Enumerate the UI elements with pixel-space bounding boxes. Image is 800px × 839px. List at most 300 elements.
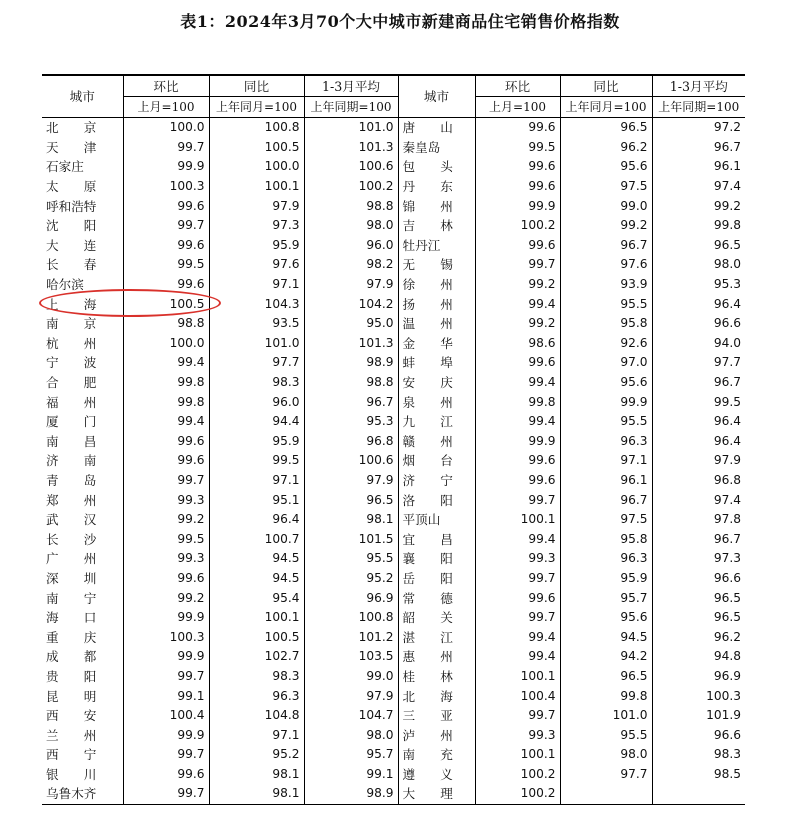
city-name: 泉 州 [398, 392, 475, 412]
mom-value: 100.2 [475, 765, 560, 785]
yoy-value: 99.2 [560, 216, 652, 236]
table-row [42, 353, 745, 373]
mom-value: 99.4 [475, 627, 560, 647]
city-name: 武 汉 [42, 510, 123, 530]
city-name: 北 海 [398, 686, 475, 706]
header-yoy-left: 同比 [209, 75, 304, 97]
price-index-table [42, 74, 745, 805]
city-name: 贵 阳 [42, 667, 123, 687]
mom-value: 99.7 [123, 784, 209, 804]
yoy-value: 97.7 [209, 353, 304, 373]
city-name: 韶 关 [398, 608, 475, 628]
city-name: 呼和浩特 [42, 196, 123, 216]
mom-value: 99.4 [475, 647, 560, 667]
avg-value: 96.5 [713, 610, 741, 625]
avg-value: 100.6 [304, 157, 398, 177]
avg-value: 101.3 [304, 334, 398, 354]
city-name: 深 圳 [42, 569, 123, 589]
yoy-value: 100.1 [209, 177, 304, 197]
yoy-value: 95.5 [560, 725, 652, 745]
city-name: 金 华 [398, 334, 475, 354]
yoy-value: 98.1 [209, 784, 304, 804]
city-name: 南 京 [42, 314, 123, 334]
mom-value: 99.6 [475, 471, 560, 491]
city-name: 秦皇岛 [398, 138, 475, 158]
city-name: 大 理 [398, 784, 475, 804]
mom-value: 99.3 [475, 549, 560, 569]
city-name: 乌鲁木齐 [42, 784, 123, 804]
mom-value: 98.6 [475, 334, 560, 354]
mom-value: 99.8 [475, 392, 560, 412]
mom-value: 99.9 [475, 432, 560, 452]
city-name: 平顶山 [398, 510, 475, 530]
mom-value: 99.2 [123, 510, 209, 530]
avg-value: 99.5 [713, 394, 741, 409]
table-row [42, 608, 745, 628]
mom-value: 99.6 [475, 177, 560, 197]
avg-value: 96.8 [713, 472, 741, 487]
mom-value: 99.6 [475, 353, 560, 373]
subheader-avg-right: 上年同期=100 [652, 97, 745, 118]
city-name: 九 江 [398, 412, 475, 432]
yoy-value: 95.8 [560, 314, 652, 334]
yoy-value: 94.5 [209, 549, 304, 569]
avg-value: 96.2 [713, 629, 741, 644]
city-name: 石家庄 [42, 157, 123, 177]
mom-value: 99.4 [475, 529, 560, 549]
city-name: 海 口 [42, 608, 123, 628]
mom-value: 99.7 [475, 255, 560, 275]
avg-value: 97.9 [304, 686, 398, 706]
city-name: 西 安 [42, 706, 123, 726]
mom-value: 100.1 [475, 510, 560, 530]
table-row [42, 236, 745, 256]
yoy-value: 101.0 [209, 334, 304, 354]
yoy-value: 97.6 [209, 255, 304, 275]
mom-value: 99.6 [475, 236, 560, 256]
mom-value: 99.6 [475, 588, 560, 608]
avg-value: 96.0 [304, 236, 398, 256]
mom-value: 99.1 [123, 686, 209, 706]
yoy-value: 95.5 [560, 412, 652, 432]
mom-value: 99.5 [123, 529, 209, 549]
yoy-value: 96.2 [560, 138, 652, 158]
yoy-value: 96.5 [560, 118, 652, 138]
avg-value: 94.0 [713, 335, 741, 350]
avg-value: 98.2 [304, 255, 398, 275]
city-name: 赣 州 [398, 432, 475, 452]
avg-value: 97.7 [713, 355, 741, 370]
yoy-value: 100.5 [209, 627, 304, 647]
yoy-value: 93.5 [209, 314, 304, 334]
mom-value: 99.9 [475, 196, 560, 216]
city-name: 烟 台 [398, 451, 475, 471]
yoy-value: 92.6 [560, 334, 652, 354]
table-row [42, 138, 745, 158]
city-name: 安 庆 [398, 373, 475, 393]
mom-value: 99.7 [123, 471, 209, 491]
city-name: 扬 州 [398, 294, 475, 314]
mom-value: 100.0 [123, 334, 209, 354]
yoy-value: 98.3 [209, 373, 304, 393]
city-name: 温 州 [398, 314, 475, 334]
yoy-value: 94.2 [560, 647, 652, 667]
yoy-value: 96.5 [560, 667, 652, 687]
table-row [42, 647, 745, 667]
yoy-value: 97.1 [560, 451, 652, 471]
city-name: 天 津 [42, 138, 123, 158]
city-name: 常 德 [398, 588, 475, 608]
header-city-right: 城市 [398, 75, 475, 118]
mom-value: 99.7 [475, 608, 560, 628]
yoy-value: 98.0 [560, 745, 652, 765]
avg-value: 96.6 [713, 316, 741, 331]
watermark [620, 786, 750, 804]
table-row [42, 471, 745, 491]
yoy-value: 94.5 [209, 569, 304, 589]
avg-value: 101.5 [304, 529, 398, 549]
yoy-value: 97.6 [560, 255, 652, 275]
avg-value: 97.9 [304, 471, 398, 491]
city-name: 上 海 [42, 294, 123, 314]
header-avg-left: 1-3月平均 [304, 75, 398, 97]
avg-value: 96.5 [713, 590, 741, 605]
yoy-value: 94.4 [209, 412, 304, 432]
avg-value: 98.9 [304, 353, 398, 373]
yoy-value: 100.5 [209, 138, 304, 158]
mom-value: 99.5 [475, 138, 560, 158]
mom-value: 99.9 [123, 647, 209, 667]
table-row [42, 177, 745, 197]
mom-value: 99.6 [123, 451, 209, 471]
city-name: 青 岛 [42, 471, 123, 491]
city-name: 襄 阳 [398, 549, 475, 569]
city-name: 遵 义 [398, 765, 475, 785]
header-yoy-right: 同比 [560, 75, 652, 97]
yoy-value: 100.0 [209, 157, 304, 177]
city-name: 岳 阳 [398, 569, 475, 589]
yoy-value: 95.8 [560, 529, 652, 549]
mom-value: 99.6 [475, 118, 560, 138]
city-name: 湛 江 [398, 627, 475, 647]
yoy-value: 96.3 [560, 432, 652, 452]
avg-value: 95.3 [304, 412, 398, 432]
yoy-value: 93.9 [560, 275, 652, 295]
yoy-value: 95.7 [560, 588, 652, 608]
table-row [42, 373, 745, 393]
avg-value: 95.7 [304, 745, 398, 765]
avg-value: 99.8 [713, 218, 741, 233]
mom-value: 99.8 [123, 392, 209, 412]
city-name: 桂 林 [398, 667, 475, 687]
table-row [42, 569, 745, 589]
yoy-value: 97.1 [209, 275, 304, 295]
mom-value: 99.4 [475, 294, 560, 314]
city-name: 徐 州 [398, 275, 475, 295]
mom-value: 100.1 [475, 667, 560, 687]
avg-value: 95.2 [304, 569, 398, 589]
avg-value: 95.3 [713, 277, 741, 292]
mom-value: 99.7 [475, 569, 560, 589]
yoy-value: 96.7 [560, 236, 652, 256]
avg-value: 96.5 [304, 490, 398, 510]
yoy-value: 94.5 [560, 627, 652, 647]
city-name: 厦 门 [42, 412, 123, 432]
avg-value: 98.8 [304, 196, 398, 216]
table-row [42, 510, 745, 530]
avg-value: 100.3 [706, 688, 741, 703]
avg-value: 97.3 [713, 551, 741, 566]
avg-value: 96.4 [713, 414, 741, 429]
avg-value: 97.4 [713, 492, 741, 507]
mom-value: 99.7 [123, 216, 209, 236]
avg-value: 96.8 [304, 432, 398, 452]
mom-value: 99.6 [123, 432, 209, 452]
yoy-value: 96.7 [560, 490, 652, 510]
mom-value: 100.0 [123, 118, 209, 138]
table-row [42, 765, 745, 785]
mom-value: 99.2 [123, 588, 209, 608]
avg-value: 98.9 [304, 784, 398, 804]
table-row [42, 412, 745, 432]
mom-value: 100.3 [123, 177, 209, 197]
city-name: 吉 林 [398, 216, 475, 236]
avg-value: 96.7 [304, 392, 398, 412]
yoy-value: 95.6 [560, 373, 652, 393]
yoy-value: 96.0 [209, 392, 304, 412]
city-name: 长 春 [42, 255, 123, 275]
yoy-value: 95.6 [560, 608, 652, 628]
table-title: 表1：2024年3月70个大中城市新建商品住宅销售价格指数 [180, 12, 620, 31]
avg-value: 96.9 [304, 588, 398, 608]
table-row [42, 725, 745, 745]
city-name: 成 都 [42, 647, 123, 667]
header-city-left: 城市 [42, 75, 123, 118]
mom-value: 99.4 [123, 412, 209, 432]
avg-value: 104.2 [304, 294, 398, 314]
avg-value: 96.4 [713, 296, 741, 311]
city-name: 兰 州 [42, 725, 123, 745]
city-name: 洛 阳 [398, 490, 475, 510]
avg-value: 98.5 [713, 766, 741, 781]
mom-value: 99.6 [123, 275, 209, 295]
avg-value: 97.2 [713, 120, 741, 135]
subheader-mom-left: 上月=100 [123, 97, 209, 118]
mom-value: 99.2 [475, 275, 560, 295]
city-name: 三 亚 [398, 706, 475, 726]
avg-value: 95.5 [304, 549, 398, 569]
avg-value: 98.0 [304, 216, 398, 236]
mom-value: 99.7 [475, 490, 560, 510]
avg-value: 104.7 [304, 706, 398, 726]
mom-value: 100.4 [123, 706, 209, 726]
yoy-value: 104.3 [209, 294, 304, 314]
avg-value: 96.5 [713, 237, 741, 252]
city-name: 杭 州 [42, 334, 123, 354]
table-row [42, 451, 745, 471]
city-name: 哈尔滨 [42, 275, 123, 295]
table-row [42, 667, 745, 687]
yoy-value: 97.7 [560, 765, 652, 785]
table-row [42, 118, 745, 138]
avg-value: 98.8 [304, 373, 398, 393]
avg-value: 96.9 [713, 668, 741, 683]
city-name: 北 京 [42, 118, 123, 138]
header-mom-left: 环比 [123, 75, 209, 97]
mom-value: 99.7 [475, 706, 560, 726]
avg-value: 100.2 [304, 177, 398, 197]
yoy-value: 96.4 [209, 510, 304, 530]
city-name: 福 州 [42, 392, 123, 412]
city-name: 昆 明 [42, 686, 123, 706]
table-row [42, 588, 745, 608]
avg-value: 99.1 [304, 765, 398, 785]
mom-value: 99.9 [123, 725, 209, 745]
yoy-value: 96.3 [560, 549, 652, 569]
mom-value: 100.5 [123, 294, 209, 314]
city-name: 唐 山 [398, 118, 475, 138]
mom-value: 99.7 [123, 667, 209, 687]
avg-value: 95.0 [304, 314, 398, 334]
city-name: 南 宁 [42, 588, 123, 608]
avg-value: 97.8 [713, 512, 741, 527]
avg-value: 103.5 [304, 647, 398, 667]
mom-value: 99.2 [475, 314, 560, 334]
table-row [42, 314, 745, 334]
avg-value: 97.9 [304, 275, 398, 295]
yoy-value: 97.1 [209, 471, 304, 491]
avg-value: 101.9 [706, 708, 741, 723]
header-avg-right: 1-3月平均 [652, 75, 745, 97]
city-name: 太 原 [42, 177, 123, 197]
mom-value: 99.3 [123, 549, 209, 569]
yoy-value: 95.5 [560, 294, 652, 314]
mom-value: 99.6 [123, 236, 209, 256]
mom-value: 99.5 [123, 255, 209, 275]
city-name: 合 肥 [42, 373, 123, 393]
mom-value: 99.6 [123, 569, 209, 589]
yoy-value: 96.3 [209, 686, 304, 706]
city-name: 大 连 [42, 236, 123, 256]
avg-value: 94.8 [713, 649, 741, 664]
avg-value: 100.8 [304, 608, 398, 628]
city-name: 无 锡 [398, 255, 475, 275]
yoy-value: 96.1 [560, 471, 652, 491]
yoy-value: 100.1 [209, 608, 304, 628]
table-row [42, 686, 745, 706]
table-row [42, 549, 745, 569]
mom-value: 99.9 [123, 157, 209, 177]
yoy-value: 95.2 [209, 745, 304, 765]
mom-value: 99.4 [475, 373, 560, 393]
table-row [42, 392, 745, 412]
city-name: 济 南 [42, 451, 123, 471]
table-body [42, 118, 745, 805]
mom-value: 99.3 [123, 490, 209, 510]
city-name: 南 充 [398, 745, 475, 765]
avg-value: 99.2 [713, 198, 741, 213]
yoy-value: 100.8 [209, 118, 304, 138]
city-name: 宁 波 [42, 353, 123, 373]
subheader-mom-right: 上月=100 [475, 97, 560, 118]
city-name: 广 州 [42, 549, 123, 569]
avg-value: 98.3 [713, 747, 741, 762]
city-name: 惠 州 [398, 647, 475, 667]
avg-value: 96.7 [713, 139, 741, 154]
avg-value: 96.7 [713, 531, 741, 546]
yoy-value: 99.5 [209, 451, 304, 471]
yoy-value: 99.0 [560, 196, 652, 216]
avg-value: 98.0 [304, 725, 398, 745]
mom-value: 99.4 [123, 353, 209, 373]
table-row [42, 255, 745, 275]
yoy-value: 98.1 [209, 765, 304, 785]
header-mom-right: 环比 [475, 75, 560, 97]
table-row [42, 745, 745, 765]
yoy-value: 97.1 [209, 725, 304, 745]
mom-value: 99.3 [475, 725, 560, 745]
yoy-value: 104.8 [209, 706, 304, 726]
yoy-value: 95.6 [560, 157, 652, 177]
city-name: 济 宁 [398, 471, 475, 491]
table-row [42, 334, 745, 354]
city-name: 牡丹江 [398, 236, 475, 256]
avg-value: 96.6 [713, 727, 741, 742]
yoy-value: 97.9 [209, 196, 304, 216]
mom-value: 100.2 [475, 784, 560, 804]
subheader-avg-left: 上年同期=100 [304, 97, 398, 118]
city-name: 包 头 [398, 157, 475, 177]
mom-value: 99.6 [475, 451, 560, 471]
table-row [42, 432, 745, 452]
city-name: 宜 昌 [398, 529, 475, 549]
table-row [42, 196, 745, 216]
yoy-value: 95.9 [560, 569, 652, 589]
city-name: 西 宁 [42, 745, 123, 765]
yoy-value: 101.0 [560, 706, 652, 726]
mom-value: 100.1 [475, 745, 560, 765]
yoy-value: 102.7 [209, 647, 304, 667]
yoy-value: 97.0 [560, 353, 652, 373]
avg-value: 101.2 [304, 627, 398, 647]
avg-value: 101.0 [304, 118, 398, 138]
yoy-value: 97.5 [560, 177, 652, 197]
city-name: 长 沙 [42, 529, 123, 549]
table-row [42, 216, 745, 236]
city-name: 郑 州 [42, 490, 123, 510]
yoy-value: 98.3 [209, 667, 304, 687]
yoy-value: 95.4 [209, 588, 304, 608]
mom-value: 100.3 [123, 627, 209, 647]
avg-value: 96.6 [713, 570, 741, 585]
yoy-value: 95.9 [209, 236, 304, 256]
mom-value: 100.2 [475, 216, 560, 236]
city-name: 丹 东 [398, 177, 475, 197]
mom-value: 100.4 [475, 686, 560, 706]
city-name: 蚌 埠 [398, 353, 475, 373]
yoy-value: 97.3 [209, 216, 304, 236]
table-row [42, 627, 745, 647]
yoy-value: 99.8 [560, 686, 652, 706]
yoy-value: 100.7 [209, 529, 304, 549]
avg-value: 96.7 [713, 375, 741, 390]
mom-value: 98.8 [123, 314, 209, 334]
table-row [42, 706, 745, 726]
avg-value: 96.1 [713, 159, 741, 174]
avg-value: 96.4 [713, 433, 741, 448]
yoy-value: 97.5 [560, 510, 652, 530]
city-name: 银 川 [42, 765, 123, 785]
